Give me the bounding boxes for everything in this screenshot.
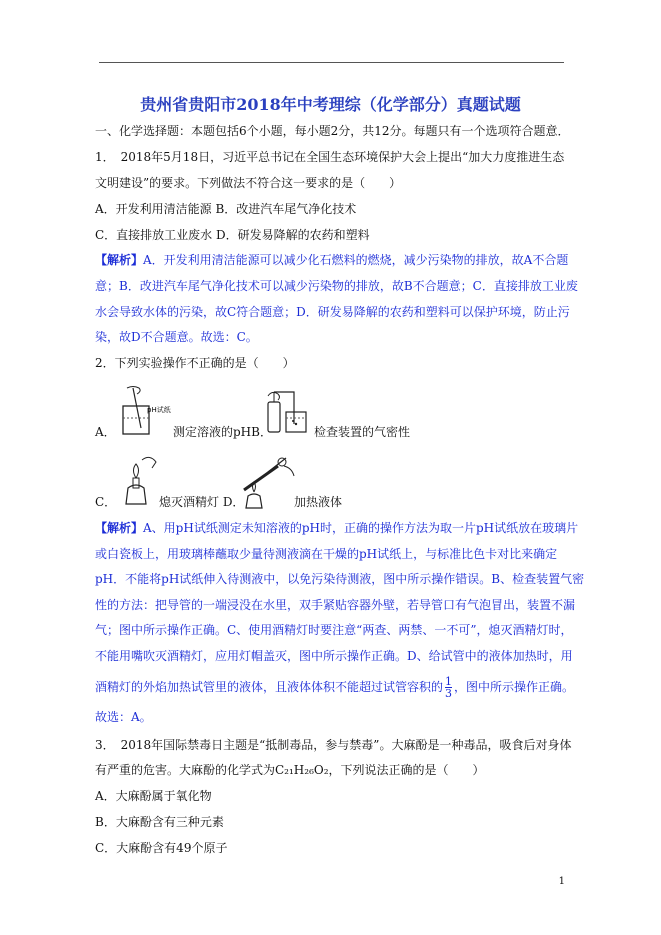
q1-analysis-line3: 水会导致水体的污染，故C符合题意；D．研发易降解的农药和塑料可以保护环境，防止污	[95, 305, 570, 319]
q2-option-a-prefix: A．	[95, 425, 116, 439]
analysis-label: 【解析】	[95, 521, 144, 535]
q2-analysis-line3: pH．不能将pH试纸伸入待测液中，以免污染待测液，图中所示操作错误。B、检查装置气密	[95, 572, 585, 586]
q1-stem-line2: 文明建设”的要求。下列做法不符合这一要求的是（ ）	[95, 176, 402, 190]
q2-analysis-line2: 或白瓷板上，用玻璃棒蘸取少量待测液滴在干燥的pH试纸上，与标准比色卡对比来确定	[95, 547, 558, 561]
q2-analysis-line6: 不能用嘴吹灭酒精灯，应用灯帽盖灭，图中所示操作正确。D、给试管中的液体加热时，用	[95, 649, 573, 663]
q2-option-a-text: 测定溶液的pHB．	[173, 425, 272, 439]
q3-stem-line2: 有严重的危害。大麻酚的化学式为C₂₁H₂₆O₂，下列说法正确的是（ ）	[95, 763, 485, 777]
q1-analysis-line1: 【解析】A．开发利用清洁能源可以减少化石燃料的燃烧，减少污染物的排放，故A不合题	[95, 253, 569, 267]
q2-analysis-line8: 故选：A。	[95, 710, 152, 724]
q2-analysis-line5: 气；图中所示操作正确。C、使用酒精灯时要注意“两查、两禁、一不可”，熄灭酒精灯时，	[95, 623, 573, 637]
q1-stem-line1: 1． 2018年5月18日，习近平总书记在全国生态环境保护大会上提出“加大力度推进生态	[95, 150, 565, 164]
section-header: 一、化学选择题：本题包括6个小题，每小题2分，共12分。每题只有一个选项符合题意．	[95, 124, 570, 138]
q2-option-d-text: 加热液体	[294, 495, 343, 509]
q3-option-b: B．大麻酚含有三种元素	[95, 815, 224, 829]
airtight-check-illustration	[264, 388, 312, 440]
page-number: 1	[558, 876, 565, 887]
q1-options-cd: C．直接排放工业废水 D．研发易降解的农药和塑料	[95, 228, 370, 242]
q2-option-b-text: 检查装置的气密性	[314, 425, 411, 439]
q2-stem: 2．下列实验操作不正确的是（ ）	[95, 356, 295, 370]
q3-option-c: C．大麻酚含有49个原子	[95, 841, 228, 855]
one-third-fraction: $\frac{1}{3}$	[445, 675, 453, 700]
q2-analysis-line4: 性的方法：把导管的一端浸没在水里，双手紧贴容器外壁，若导管口有气泡冒出，装置不漏	[95, 598, 576, 612]
q2-analysis-line7: 酒精灯的外焰加热试管里的液体，且液体体积不能超过试管容积的 $\frac{1}{3}$ ，图中所示操作正确。	[95, 675, 575, 700]
q1-options-ab: A．开发利用清洁能源 B．改进汽车尾气净化技术	[95, 202, 357, 216]
alcohol-lamp-illustration	[118, 452, 160, 506]
header-rule	[99, 62, 564, 63]
page-title: 贵州省贵阳市2018年中考理综（化学部分）真题试题	[140, 95, 521, 114]
q3-option-a: A．大麻酚属于氧化物	[95, 789, 212, 803]
ph-test-illustration	[117, 384, 175, 436]
q2-analysis-line1: 【解析】A、用pH试纸测定未知溶液的pH时，正确的操作方法为取一片pH试纸放在玻璃片	[95, 521, 579, 535]
q1-analysis-line2: 意；B．改进汽车尾气净化技术可以减少污染物的排放，故B不合题意；C．直接排放工业废	[95, 279, 578, 293]
q1-analysis-line4: 染，故D不合题意。故选：C。	[95, 330, 258, 344]
q2-option-c-prefix: C．	[95, 495, 117, 509]
heating-liquid-illustration	[238, 452, 298, 510]
analysis-label: 【解析】	[95, 253, 144, 267]
q2-option-c-text: 熄灭酒精灯 D．	[159, 495, 245, 509]
ph-paper-label: pH试纸	[147, 406, 171, 414]
q3-stem-line1: 3． 2018年国际禁毒日主题是“抵制毒品，参与禁毒”。大麻酚是一种毒品，吸食后对身体	[95, 738, 572, 752]
